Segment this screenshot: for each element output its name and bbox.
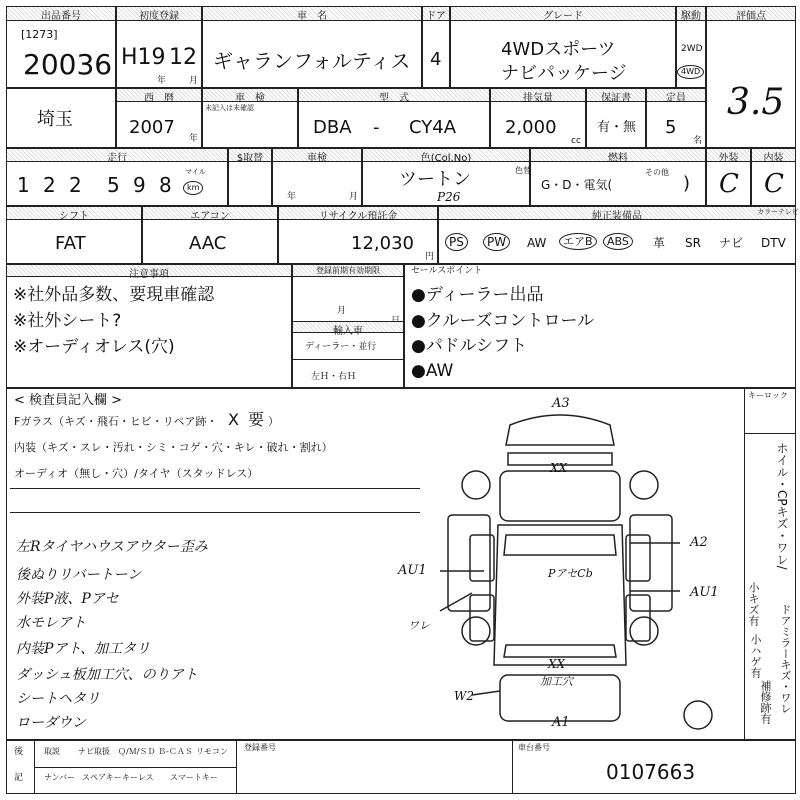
shaken-cell [202, 88, 298, 148]
note-1: 左Rタイヤハウスアウター歪み [16, 539, 208, 555]
displacement-label: 排気量 [491, 89, 585, 102]
shaken-expiry-cell [272, 148, 362, 206]
fuel: G・D・電気( [541, 178, 613, 192]
mark-crack: ワレ [408, 619, 430, 632]
mileage-digit-5: 9 [133, 173, 146, 197]
reg-month: 12 [169, 45, 197, 70]
car-name-cell [202, 6, 422, 88]
shaken-year-suffix: 年 [287, 192, 297, 202]
caution-line-1: ※社外品多数、要現車確認 [13, 285, 215, 305]
mark-a3: A3 [552, 396, 570, 411]
grade-line-2: ナビパッケージ [501, 63, 627, 84]
equip-ps: PS [445, 233, 468, 251]
lot-sub: [1273] [21, 28, 58, 41]
caution-line-2: ※社外シート? [13, 311, 122, 331]
mileage-digit-4: 5 [107, 173, 120, 197]
equip-leather: 革 [653, 236, 666, 250]
footer-remote: リモコン [196, 747, 228, 756]
inspector-title: < 検査員記入欄 > [14, 393, 123, 408]
mileage-digit-3: 2 [69, 173, 82, 197]
door-cell [422, 6, 450, 88]
shift-label: シフト [7, 207, 141, 220]
sales-point-3: ●パドルシフト [411, 336, 528, 356]
fuel-label: 燃料 [531, 149, 705, 162]
mark-xx-rear: XX [548, 657, 566, 671]
score-cell [706, 6, 796, 148]
first-reg-label: 初度登録 [117, 7, 201, 21]
caution-cell [6, 264, 292, 388]
note-8: ローダウン [16, 715, 86, 731]
equip-abs: ABS [603, 233, 633, 250]
mileage-label: 走行 [7, 149, 227, 162]
color: ツートン [399, 169, 471, 190]
side-note-5: 補修跡有 [759, 680, 772, 724]
equip-pw: PW [483, 233, 510, 251]
warranty-label: 保証書 [587, 89, 645, 102]
equipment-label: 純正装備品 [439, 207, 795, 220]
mark-au1-left: AU1 [398, 563, 427, 578]
note-3: 外装P液、Pアセ [16, 591, 119, 607]
glass-mark: X [228, 410, 239, 429]
side-note-3: 小キズ有 [747, 582, 760, 626]
registration-label: 登録前期有効期限 [293, 265, 403, 277]
shift: FAT [55, 233, 86, 254]
model-dash: - [373, 117, 380, 138]
sales-point-2: ●クルーズコントロール [411, 311, 595, 331]
drive-2wd: 2WD [681, 44, 703, 54]
meter-swap-cell [228, 148, 272, 206]
doors: 4 [430, 49, 442, 70]
note-2: 後ぬりリバートーン [16, 567, 142, 583]
handle-options: 左Ｈ・右Ｈ [311, 372, 357, 382]
side-note-2: ドアミラーキズ・ワレ [779, 604, 792, 714]
score-value: 3.5 [727, 82, 785, 123]
interior-cell [751, 148, 796, 206]
model-year-cell [116, 88, 202, 148]
footer-keyless: キーレス [122, 773, 154, 782]
cc-unit: cc [571, 136, 581, 146]
side-note-1: ホイル・CPキズ・ワレ/ [775, 442, 789, 570]
lot-number-cell [6, 6, 116, 88]
equip-aw: AW [527, 236, 547, 250]
month-suffix: 月 [189, 76, 199, 86]
repaint-label: 色替 [515, 166, 531, 175]
aircon-cell [142, 206, 278, 264]
year-suffix: 年 [157, 76, 167, 86]
import-options: ディーラー・並行 [305, 342, 377, 352]
model-year-suffix: 年 [189, 134, 199, 144]
mark-processing-hole: 加工穴 [540, 675, 573, 688]
color-label: 色(Col.No) [363, 149, 529, 162]
model-prefix: DBA [313, 117, 352, 138]
seats-unit: 名 [693, 136, 703, 146]
lot-number: 20036 [23, 48, 113, 81]
glass-required: 要 [248, 410, 265, 429]
interior-label: 内装 [752, 149, 795, 162]
door-label: ドア [423, 7, 449, 21]
equip-airbag: エアB [559, 233, 597, 250]
footer-reg-label: 登録番号 [244, 743, 276, 752]
area-cell [6, 88, 116, 148]
mileage-cell [6, 148, 228, 206]
equip-navi: ナビ [719, 236, 744, 250]
recycle-fee: 12,030 [351, 233, 414, 254]
note-5: 内装Pアト、加工タリ [16, 641, 151, 657]
mileage-digit-2: 2 [43, 173, 56, 197]
interior-grade: C [764, 169, 784, 199]
mileage-digit-1: 1 [17, 173, 30, 197]
meter-swap-label: $取替 [229, 149, 271, 162]
chassis-number: 0107663 [606, 760, 696, 784]
fuel-other-label: その他 [645, 168, 669, 177]
area: 埼玉 [37, 109, 73, 130]
dtv-label: カラーテレビ [757, 208, 799, 216]
equip-dtv: DTV [761, 236, 786, 250]
model-code-label: 型 式 [299, 89, 489, 102]
side-note-4: 小ハゲ有 [749, 634, 762, 678]
glass-line: Fガラス（キズ・飛石・ヒビ・リペア跡・ [14, 415, 218, 428]
import-label: 輸入車 [293, 321, 403, 333]
caution-line-3: ※オーディオレス(穴) [13, 337, 175, 357]
interior-line: 内装（キズ・スレ・汚れ・シミ・コゲ・穴・キレ・破れ・割れ） [14, 441, 333, 454]
footer-number: ナンバー [44, 773, 76, 782]
score-label: 評価点 [707, 7, 795, 21]
equipment-cell [438, 206, 799, 264]
mark-au1-right: AU1 [690, 585, 719, 600]
key-lock-label: キーロック [748, 391, 788, 400]
aircon-label: エアコン [143, 207, 277, 220]
aircon: AAC [189, 233, 227, 254]
km-unit-circled: km [183, 181, 203, 195]
lot-label: 出品番号 [7, 7, 115, 21]
model-year: 2007 [129, 117, 175, 138]
fuel-close: ) [683, 173, 691, 194]
audio-tire-line: オーディオ（無し・穴）/タイヤ（スタッドレス） [14, 467, 259, 480]
exterior-grade: C [719, 169, 739, 199]
glass-close: ） [268, 415, 279, 428]
key-lock-cell [744, 388, 796, 434]
shaken-label: 車 検 [203, 89, 297, 102]
shaken-expiry-label: 車検 [273, 149, 361, 162]
caution-label: 注意事項 [7, 265, 291, 277]
displacement: 2,000 [505, 117, 557, 138]
note-4: 水モレアト [16, 615, 86, 631]
mark-a2: A2 [690, 535, 708, 550]
model-year-label: 西 暦 [117, 89, 201, 102]
footer-qmsd: Ｑ/Ｍ/ＳＤ [118, 747, 156, 756]
sales-point-4: ●AW [411, 361, 454, 381]
footer-bcas: Ｂ-ＣＡＳ [158, 747, 193, 756]
displacement-cell [490, 88, 586, 148]
footer-smart-key: スマートキー [170, 773, 218, 782]
warranty: 有・無 [597, 120, 637, 135]
mileage-digit-6: 8 [159, 173, 172, 197]
note-7: シートヘタリ [16, 691, 100, 707]
mark-w2: W2 [454, 689, 474, 703]
color-code: P26 [437, 190, 461, 204]
footer-navi-manual: ナビ取扱 [78, 747, 110, 756]
footer-chassis-label: 車台番号 [518, 743, 550, 752]
fuel-cell [530, 148, 706, 206]
color-cell [362, 148, 530, 206]
sales-point-1: ●ディーラー出品 [411, 285, 544, 305]
grade-cell [450, 6, 676, 88]
note-6: ダッシュ板加工穴、のりアト [16, 667, 198, 683]
mark-xx-front: XX [550, 461, 568, 475]
yen-unit: 円 [425, 252, 435, 262]
drive-cell [676, 6, 706, 88]
footer-label-after: 後 [14, 747, 24, 757]
car-name: ギャランフォルティス [213, 49, 411, 73]
footer-manual: 取説 [44, 747, 60, 756]
seats-cell [646, 88, 706, 148]
car-name-label: 車 名 [203, 7, 421, 21]
sales-points-cell [404, 264, 796, 388]
drive-4wd-circled: 4WD [677, 65, 704, 79]
registration-cell [292, 264, 404, 388]
grade-line-1: 4WDスポーツ [501, 39, 616, 60]
first-reg-cell [116, 6, 202, 88]
mark-a1: A1 [552, 715, 570, 730]
reg-era: H19 [121, 45, 166, 70]
exterior-cell [706, 148, 751, 206]
exterior-label: 外装 [707, 149, 750, 162]
drive-label: 駆動 [677, 7, 705, 21]
equip-sr: SR [685, 236, 701, 250]
seats: 5 [665, 117, 677, 138]
mile-unit: マイル [185, 168, 206, 176]
shaken-month-suffix: 月 [349, 192, 359, 202]
model-code: CY4A [409, 117, 457, 138]
footer-spare-key: スペアキー [82, 773, 122, 782]
footer-label-note: 記 [14, 773, 24, 783]
seats-label: 定員 [647, 89, 705, 102]
recycle-label: リサイクル預託金 [279, 207, 437, 220]
model-code-cell [298, 88, 490, 148]
shaken-sub: 未記入は未確認 [205, 104, 254, 112]
recycle-cell [278, 206, 438, 264]
warranty-cell [586, 88, 646, 148]
grade-label: グレード [451, 7, 675, 21]
shift-cell [6, 206, 142, 264]
sales-label: セールスポイント [411, 266, 483, 276]
mark-paint-center: PアセCb [548, 567, 593, 580]
reg-month-suffix: 月 [337, 306, 347, 316]
